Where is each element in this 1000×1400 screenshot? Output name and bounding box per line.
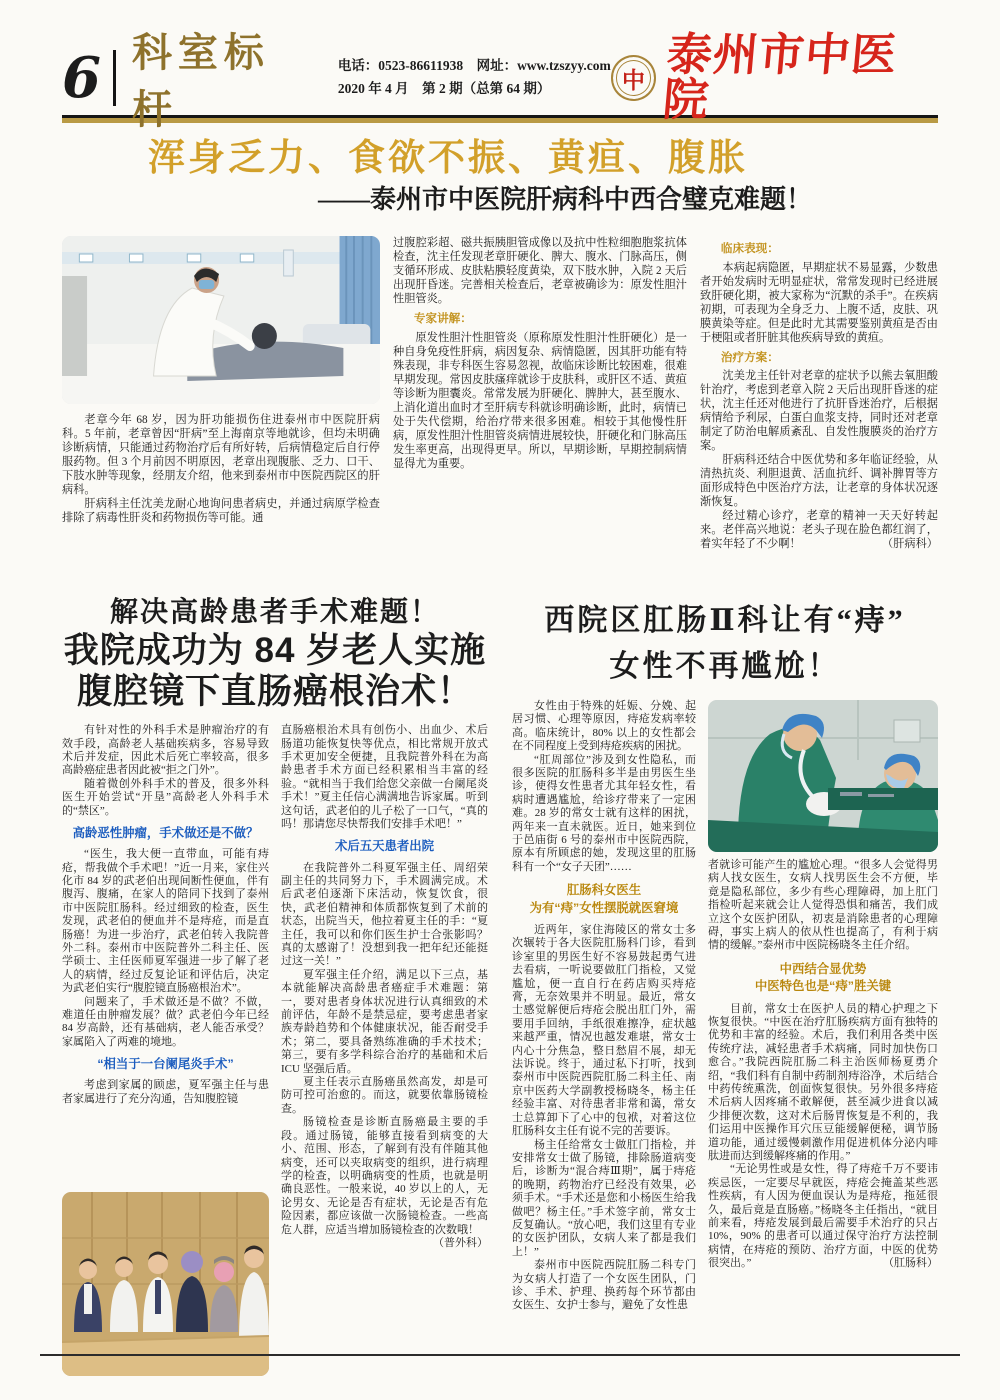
article2-headline-1: 解决高龄患者手术难题！ [109, 597, 440, 629]
article2-body [62, 724, 488, 1376]
article2-column-left [62, 724, 269, 1376]
page-bottom-rule [40, 1354, 960, 1356]
article3-headline-2: 女性不再尴尬！ [609, 650, 841, 684]
subhead-expert-explanation: 专家讲解： [413, 312, 472, 326]
article2-paragraph: “医生，我大便一直带血，可能有痔疮，帮我做个手术吧！”近一月来，家住兴化市 84 岁的武老伯出现间断性便血，伴有腹泻、腹痛，在家人的陪同下找到了泰州市中医院肛肠科。经过细致的检查，医生发现，武老伯的便血并不是痔疮，而是直肠癌！为进一步治疗，武老伯转入我院普外二科。泰州市中医院普外二科主任、医学硕士、主任医师夏军强进一步了解了老人的病情，经过反复论证和评估后，决定为武老伯实行“腹腔镜直肠癌根治术”。 [62, 848, 269, 995]
article2-paragraph: 在我院普外二科夏军强主任、周绍荣副主任的共同努力下，手术圆满完成。术后武老伯逐渐下床活动，恢复饮食，很快，武老伯精神和体质都恢复到了术前的状态，出院当天，他拉着夏主任的手：“夏主任，我可以和你们医生护士合张影吗？真的太感谢了！没想到我一把年纪还能挺过这一关！” [281, 861, 488, 968]
article1-headline: 浑身乏力、食欲不振、黄疸、腹胀 [148, 137, 748, 178]
subhead-operate-or-not: 高龄恶性肿瘤，手术做还是不做？ [72, 826, 259, 841]
subhead-treatment-plan: 治疗方案： [720, 350, 779, 364]
masthead-divider [113, 50, 116, 106]
masthead [62, 30, 938, 132]
article2-paragraph [281, 1116, 488, 1249]
article2-paragraph: 夏军强主任介绍，满足以下三点，基本就能解决高龄患者癌症手术难题：第一，要对患者身体状况进行认真细致的术前评估，年龄不是禁忌症，要考虑患者家族寿龄趋势和个体健康状况，能否耐受手术；第二，要具备熟练准确的手术技术；第三，要有多学科综合治疗的基础和术后 ICU 坚强后盾。 [281, 968, 488, 1075]
article3-paragraph: “肛周部位”涉及到女性隐私，而很多医院的肛肠科多半是由男医生坐诊，使得女性患者尤其年轻女性，看病时遭遇尴尬，给诊疗带来了一定困难。28 岁的常女士就有这样的困扰，两年来一直未就医。近日，她来到位于邑庙街 6 号的泰州市中医院西院，原本有所顾虑的她，发现这里的肛肠科有一个“女子天团”…… [512, 753, 696, 873]
article1-paragraph: 肝病科主任沈美龙耐心地询问患者病史，并通过病原学检查排除了病毒性肝炎和药物损伤等可能。通 [62, 498, 380, 525]
page-number: 6 [62, 45, 101, 111]
lower-section [62, 596, 938, 1376]
patient-family-group-photo [62, 1192, 269, 1376]
article3-column-left [512, 700, 696, 1352]
subhead-appendectomy-quote: “相当于一台阑尾炎手术” [97, 1057, 234, 1072]
article1-column-3 [700, 236, 938, 578]
article3-paragraph: 者就诊可能产生的尴尬心理。“很多人会觉得男病人找女医生，女病人找男医生会不方便，毕竟是隐私部位，多少有些心理障碍，加上肛门指检听起来就会让人觉得恐惧和痛苦，我们成立这个女医护团队，初衷是消除患者的心理障碍，事实上病人的依从性也提高了，有利于病情的缓解。”泰州市中医院杨晓冬主任介绍。 [708, 859, 938, 952]
subhead-line: 为有“痔”女性摆脱就医窘境 [529, 900, 679, 915]
hospital-logo-icon [611, 55, 657, 101]
female-surgeons-operating-photo [708, 700, 938, 852]
article1-paragraph: 本病起病隐匿，早期症状不易显露，少数患者开始发病时无明显症状，常常发现时已经进展致肝硬化期，被大家称为“沉默的杀手”。在疾病初期，可表现为全身乏力、上腹不适，皮肤、巩膜黄染等症。但是此时尤其需要鉴别黄疸是否由于梗阻或者肝脏其他疾病导致的黄疸。 [700, 261, 938, 344]
article2-paragraph: 考虑到家属的顾虑，夏军强主任与患者家属进行了充分沟通，告知腹腔镜 [62, 1079, 269, 1105]
section-title: 科室标杆 [131, 30, 270, 132]
hepatology-exam-photo [62, 236, 380, 404]
issue-info [338, 55, 611, 101]
subhead-clinical-signs: 临床表现： [720, 242, 779, 256]
article1-paragraph: 老章今年 68 岁，因为肝功能损伤住进泰州市中医院肝病科。5 年前，老章曾因“肝病”至上海南京等地就诊，但均未明确诊断病情，只能通过药物治疗后有所好转，后病情稳定后自行停服药物。但 3 个月前因不明原因，老章出现腹胀、乏力、口干、下肢水肿等现象，经朋友介绍，他来到泰州市中医院西院区的肝病科。 [62, 414, 380, 497]
article2-headline-2: 我院成功为 84 岁老人实施 [63, 630, 487, 670]
article1-body [62, 236, 938, 578]
contact-line: 电话：0523-86611938 网址：www.tzszyy.com [337, 58, 611, 74]
article2-paragraph: 夏主任表示直肠癌虽然高发，却是可防可控可治愈的。而这，就要依靠肠镜检查。 [281, 1076, 488, 1115]
article1-byline: （肝病科） [882, 537, 938, 550]
article3-paragraph: 女性由于特殊的妊娠、分娩、起居习惯、心理等原因，痔疮发病率较高。临床统计，80% 以上的女性都会在不同程度上受到痔疮疾病的困扰。 [512, 700, 696, 753]
article2-paragraph: 有针对性的外科手术是肿瘤治疗的有效手段，高龄老人基础疾病多，容易导致术后并发症，因此术后死亡率较高，很多高龄癌症患者因此被“拒之门外”。 [62, 724, 269, 777]
article2-headline-3: 腹腔镜下直肠癌根治术！ [76, 671, 473, 711]
subhead-line: 中医特色也是“痔”胜关键 [754, 979, 892, 994]
article3-paragraph [708, 1163, 938, 1270]
subhead-female-doctors [512, 882, 696, 917]
article1-paragraph: 肝病科还结合中医优势和多年临证经验，从清热抗炎、利胆退黄、活血抗纤、调补脾胃等方面形成特色中医治疗方法，让老章的身体状况逐渐恢复。 [700, 453, 938, 508]
article1-column-1 [62, 236, 380, 578]
subhead-tcm-advantage [708, 961, 938, 996]
logo-character: 中 [622, 67, 646, 93]
article1-paragraph: 沈美龙主任针对老章的症状予以熊去氧胆酸针治疗，考虑到老章入院 2 天后出现肝昏迷的症状，沈主任还对他进行了抗肝昏迷治疗，后根据病情给予利尿，白蛋白血浆支持，同时还对老章制定了防治电解质紊乱、自发性腹膜炎的治疗方案。 [700, 369, 938, 452]
article2-column-right [281, 724, 488, 1376]
article2-closing-text: 肠镜检查是诊断直肠癌最主要的手段。通过肠镜，能够直接看到病变的大小、范围、形态，了解到有没有伴随其他病变，还可以夹取病变的组织，进行病理学的检查，以明确病变的性质，也就是明确良恶性。一般来说，40 岁以上的人，无论男女、无论是否有症状，无论是否有危险因素，都应该做一次肠镜检查。一些高危人群，应适当增加肠镜检查的次数哦！ [281, 1116, 488, 1236]
article3-paragraph: 近两年，家住海陵区的常女士多次辗转于各大医院肛肠科门诊，看到诊室里的男医生好不容易鼓起勇气进去看病，一听说要做肛门指检，又觉尴尬，便一直自行在药店购买痔疮膏，无奈效果并不明显。最近，常女士感觉解便后痔疮会脱出肛门外，需要用手回纳，手纸很难擦净，症状越来越严重，情况也越发难堪，常女士内心十分焦急，整日愁眉不展，却无法诉说。终于，通过私下打听，找到泰州市中医院西院肛肠二科主任、南京中医药大学副教授杨晓冬，杨主任经验丰富、对待患者非常和蔼，常女士总算卸下了心中的包袱，对着这位肛肠科女主任有说不完的苦要诉。 [512, 924, 696, 1138]
article1-subheadline: ——泰州市中医院肝病科中西合璧克难题！ [317, 184, 812, 214]
article3-byline: （肛肠科） [883, 1257, 938, 1270]
article1-column-2 [393, 236, 687, 578]
article3-headline-1: 西院区肛肠Ⅱ科让有“痔” [544, 604, 906, 638]
article1-paragraph [700, 509, 938, 551]
article3-column-right [708, 700, 938, 1352]
hospital-name: 泰州市中医院 [661, 30, 900, 125]
article2-byline: （普外科） [433, 1236, 488, 1249]
article3-paragraph: 杨主任给常女士做肛门指检，并安排常女士做了肠镜，排除肠道病变后，诊断为“混合痔Ⅲ期”，属于痔疮的晚期，药物治疗已经没有效果，必须手术。“手术还是您和小杨医生给我做吧？杨主任。”手术签字前，常女士反复确认。“放心吧，我们这里有专业的女医护团队，女病人来了都是我们上！” [512, 1138, 696, 1258]
subhead-line: 中西结合显优势 [779, 961, 867, 976]
article3-paragraph: 泰州市中医院西院肛肠二科专门为女病人打造了一个女医生团队，门诊、手术、护理、换药每个环节都由女医生、女护士参与，避免了女性患 [512, 1259, 696, 1312]
article3-body [512, 700, 938, 1352]
article1-paragraph: 过腹腔彩超、磁共振胰胆管成像以及抗中性粒细胞胞浆抗体检查，沈主任发现老章肝硬化、脾大、腹水、门脉高压，侧支循环形成、皮肤粘膜轻度黄染，双下肢水肿，入院 2 天后出现肝昏迷。完善相关检查后，老章被确诊为：原发性胆汁性胆管炎。 [393, 237, 687, 306]
article-hepatology [62, 139, 938, 578]
subhead-discharged-in-five-days: 术后五天患者出院 [334, 839, 435, 854]
article1-paragraph: 原发性胆汁性胆管炎（原称原发性胆汁性肝硬化）是一种自身免疫性肝病，病因复杂、病情隐匿，因其肝功能有特殊表现，非专科医生容易忽视，故临床诊断比较困难，很难早期发现。常因皮肤瘙痒就诊于皮肤科，或肝区不适、黄疸等诊断为胆囊炎。常常发展为肝硬化、脾肿大，甚至腹水、上消化道出血时才至肝病专科就诊明确诊断，此时，病情已处于失代偿期，给治疗带来很多困难。相较于其他慢性肝病，原发性胆汁性胆管炎病情进展较快，肝硬化和门脉高压发生率更高，出现得更早。所以，早期诊断，早期控制病情显得尤为重要。 [393, 331, 687, 470]
issue-line: 2020 年 4 月 第 2 期（总第 64 期） [337, 81, 551, 96]
article-surgery [62, 596, 488, 1376]
article2-paragraph: 随着微创外科手术的普及，很多外科医生开始尝试“开垦”高龄老人外科手术的“禁区”。 [62, 777, 269, 817]
article2-paragraph: 问题来了，手术做还是不做？不做，难道任由肿瘤发展？做？武老伯今年已经 84 岁高龄，还有基础病，老人能否承受？家属陷入了两难的境地。 [62, 995, 269, 1048]
article3-closing-text: “无论男性或是女性，得了痔疮千万不要讳疾忌医，一定要尽早就医，痔疮会掩盖某些恶性疾病，有人因为便血误认为是痔疮，拖延很久，最后竟是直肠癌。”杨晓冬主任指出，“就目前来看，痔疮发展到最后需要手术治疗的只占 10%，90% 的患者可以通过保守治疗方法控制病情，在痔疮的预防、治疗方面，中医的优势很突出。” [708, 1163, 938, 1270]
article3-paragraph: 目前，常女士在医护人员的精心护理之下恢复很快。“中医在治疗肛肠疾病方面有独特的优势和丰富的经验。术后，我们利用各类中医传统疗法，减轻患者手术病痛，同时加快伤口愈合。”我院西院肛肠二科主治医师杨夏勇介绍，“我们科有自制中药制剂痔浴净，术后结合中药传统熏洗，创面恢复很快。另外很多痔疮术后病人因疼痛不敢解便，甚至减少进食以减少排便次数，这对术后肠胃恢复是不利的，我们运用中医操作耳穴压豆能缓解便秘，调节肠道功能，通过缓慢刺激作用促进机体分泌内啡肽进而达到缓解疼痛的作用。” [708, 1002, 938, 1163]
article2-paragraph: 直肠癌根治术具有创伤小、出血少、术后肠道功能恢复快等优点，相比常规开放式手术更加安全便捷，且我院普外科在为高龄患者手术方面已经积累相当丰富的经验。“就相当于我们给您父亲做一台阑尾炎手术！”夏主任信心满满地告诉家属。听到这句话，武老伯的儿子松了一口气，“真的吗！那请您尽快帮我们安排手术吧！” [281, 724, 488, 831]
article-proctology [512, 596, 938, 1376]
hospital-brand [611, 30, 938, 125]
article1-closing-text: 经过精心诊疗，老章的精神一天天好转起来。老伴高兴地说：老头子现在脸色都红润了，着实年轻了不少啊！ [700, 509, 938, 550]
subhead-line: 肛肠科女医生 [566, 883, 642, 898]
